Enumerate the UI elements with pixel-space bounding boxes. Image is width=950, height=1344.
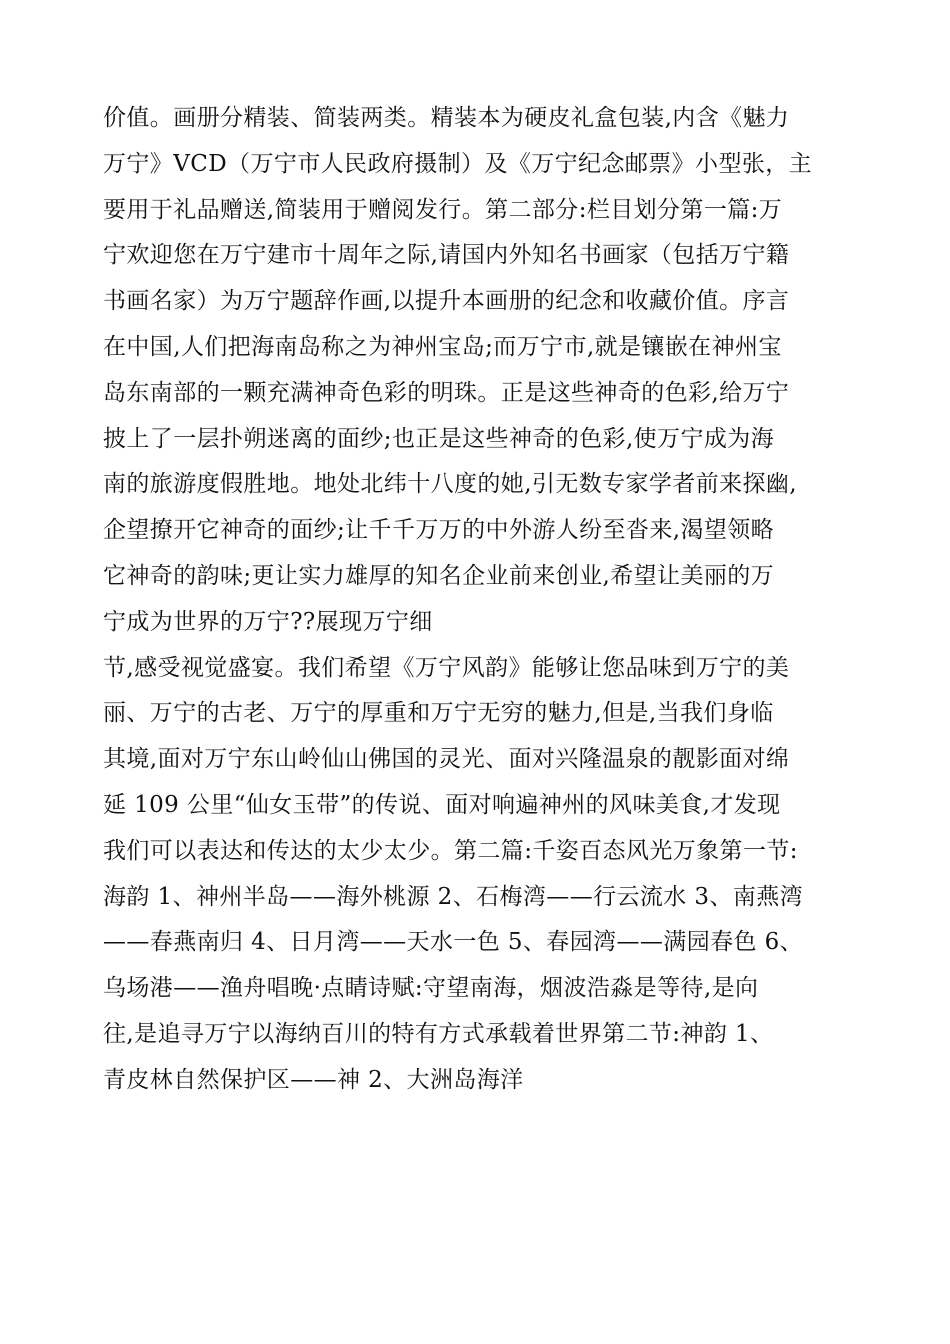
body-text	[103, 96, 863, 1104]
text-line: 南的旅游度假胜地。地处北纬十八度的她,引无数专家学者前来探幽,	[103, 471, 798, 498]
text-line: 企望撩开它神奇的面纱;让千千万万的中外游人纷至沓来,渴望领略	[103, 517, 775, 544]
text-line: 往,是追寻万宁以海纳百川的特有方式承载着世界第二节:神韵 1、	[103, 1020, 774, 1047]
text-line: ——春燕南归 4、日月湾——天水一色 5、春园湾——满园春色 6、	[103, 929, 804, 956]
text-line: 丽、万宁的古老、万宁的厚重和万宁无穷的魅力,但是,当我们身临	[103, 700, 774, 727]
text-line: 价值。画册分精装、简装两类。精装本为硬皮礼盒包装,内含《魅力	[103, 105, 790, 131]
text-line: 宁成为世界的万宁??展现万宁细	[103, 608, 433, 635]
text-line: 书画名家）为万宁题辞作画,以提升本画册的纪念和收藏价值。序言	[103, 288, 790, 315]
text-line: 我们可以表达和传达的太少太少。第二篇:千姿百态风光万象第一节:	[103, 837, 798, 864]
text-line: 延 109 公里“仙女玉带”的传说、面对响遍神州的风味美食,才发现	[103, 791, 781, 818]
text-line: 宁欢迎您在万宁建市十周年之际,请国内外知名书画家（包括万宁籍	[103, 242, 790, 269]
text-line: 它神奇的韵味;更让实力雄厚的知名企业前来创业,希望让美丽的万	[103, 562, 775, 589]
text-line: 节,感受视觉盛宴。我们希望《万宁风韵》能够让您品味到万宁的美	[103, 654, 790, 681]
text-line: 要用于礼品赠送,简装用于赠阅发行。第二部分:栏目划分第一篇:万	[103, 196, 783, 223]
text-line: 岛东南部的一颗充满神奇色彩的明珠。正是这些神奇的色彩,给万宁	[103, 379, 790, 406]
text-line: 在中国,人们把海南岛称之为神州宝岛;而万宁市,就是镶嵌在神州宝	[103, 333, 782, 360]
text-line: 乌场港——渔舟唱晚·点睛诗赋:守望南海，烟波浩淼是等待,是向	[103, 975, 759, 1002]
text-line: 其境,面对万宁东山岭仙山佛国的灵光、面对兴隆温泉的靓影面对绵	[103, 746, 790, 773]
text-line: 披上了一层扑朔迷离的面纱;也正是这些神奇的色彩,使万宁成为海	[103, 425, 775, 452]
text-line: 青皮林自然保护区——神 2、大洲岛海洋	[103, 1066, 524, 1093]
text-line: 万宁》VCD（万宁市人民政府摄制）及《万宁纪念邮票》小型张，主	[103, 150, 813, 177]
text-line: 海韵 1、神州半岛——海外桃源 2、石梅湾——行云流水 3、南燕湾	[103, 883, 804, 910]
